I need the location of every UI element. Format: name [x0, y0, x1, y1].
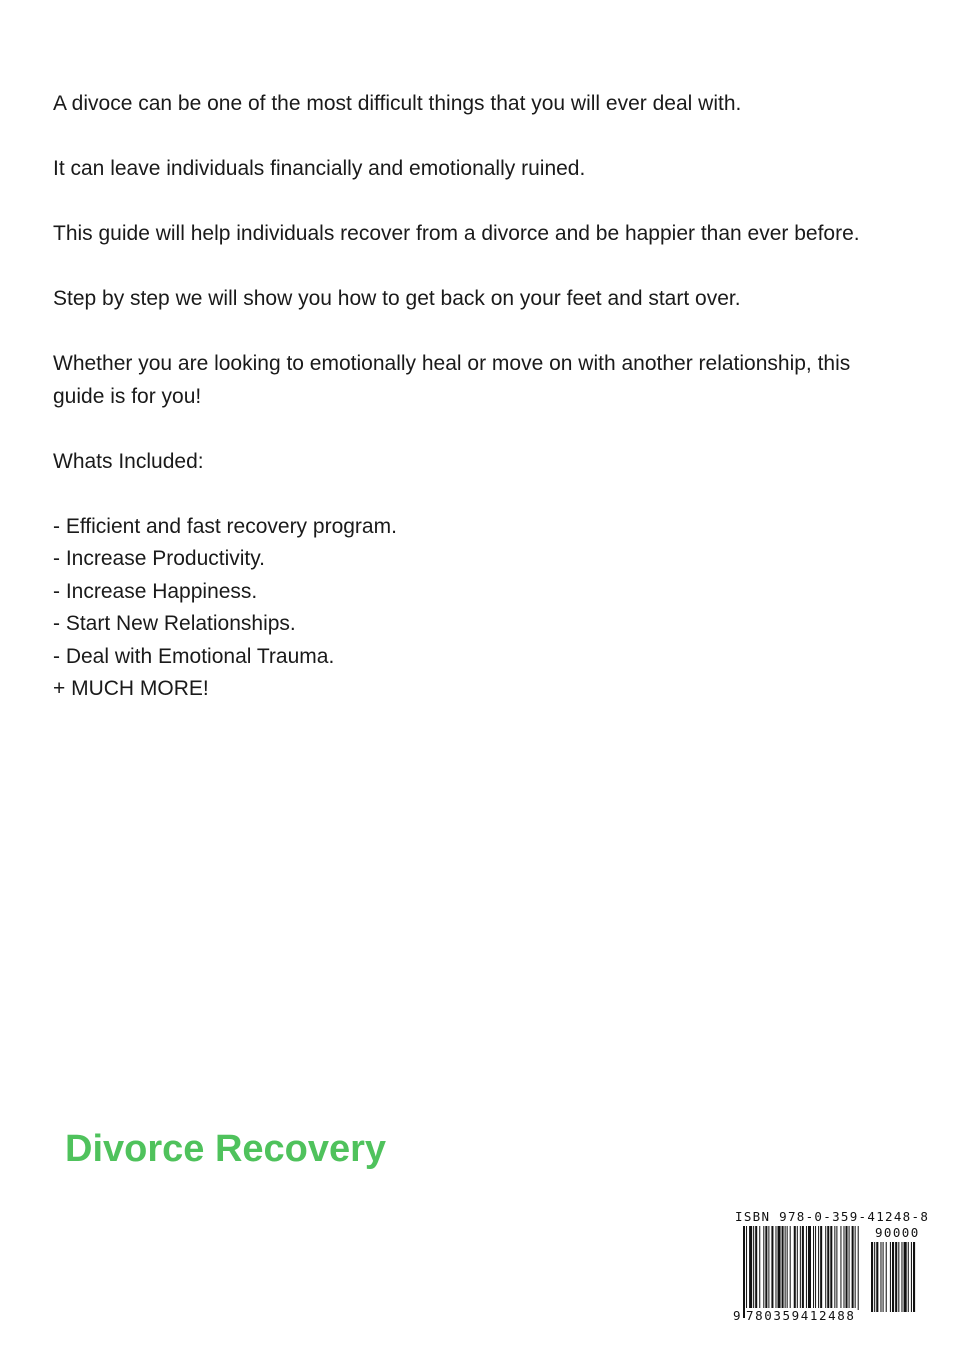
- ean-first-digit: 9: [733, 1308, 741, 1323]
- barcode-bar: [895, 1242, 897, 1312]
- barcode-bar: [753, 1226, 754, 1310]
- list-item: - Increase Happiness.: [53, 579, 258, 603]
- barcode-bar: [775, 1226, 776, 1310]
- list-item: - Efficient and fast recovery program.: [53, 514, 397, 538]
- barcode-bar: [749, 1226, 752, 1310]
- barcode-bar: [806, 1226, 807, 1310]
- back-cover-blurb: [53, 88, 875, 706]
- barcode-bar: [808, 1226, 811, 1310]
- barcode-bar: [834, 1226, 835, 1310]
- barcode-bar: [830, 1226, 832, 1310]
- barcode-bar: [846, 1226, 848, 1310]
- barcode-bar: [843, 1226, 844, 1310]
- price-code: 90000: [875, 1225, 920, 1240]
- barcode-bar: [827, 1226, 829, 1310]
- included-heading: Whats Included:: [53, 449, 204, 473]
- barcode-bar: [911, 1242, 912, 1312]
- barcode-bar: [852, 1226, 854, 1310]
- barcode-bar: [787, 1226, 788, 1310]
- barcode-bar: [849, 1226, 850, 1310]
- blurb-paragraph-4: Step by step we will show you how to get back on your feet and start over.: [53, 287, 741, 310]
- barcode-bar: [790, 1226, 791, 1310]
- barcode-bar: [755, 1226, 757, 1310]
- barcode-bar: [908, 1242, 909, 1312]
- barcode-bar: [746, 1226, 747, 1318]
- barcode-bar: [797, 1226, 798, 1310]
- barcode-bar: [913, 1242, 915, 1312]
- isbn-barcode: [733, 1208, 931, 1324]
- barcode-bar: [743, 1226, 745, 1318]
- barcode-bar: [815, 1226, 816, 1310]
- barcode-bar: [768, 1226, 769, 1310]
- barcode-bar: [802, 1226, 804, 1310]
- blurb-paragraph-1: A divoce can be one of the most difficult things that you will ever deal with.: [53, 92, 742, 115]
- barcode-bar: [874, 1242, 875, 1312]
- barcode-bar: [820, 1226, 822, 1310]
- barcode-bar: [883, 1242, 884, 1312]
- list-item: + MUCH MORE!: [53, 677, 209, 700]
- barcode-bar: [778, 1226, 781, 1310]
- barcode-bar: [813, 1226, 814, 1310]
- ean-remaining-digits: 780359412488: [746, 1308, 856, 1323]
- barcode-bar: [890, 1242, 891, 1312]
- barcode-bar: [855, 1226, 856, 1310]
- barcode-bar: [871, 1242, 873, 1312]
- barcode-bar: [840, 1226, 841, 1310]
- list-item: - Start New Relationships.: [53, 612, 296, 635]
- barcode-bar: [892, 1242, 894, 1312]
- blurb-paragraph-2: It can leave individuals financially and emotionally ruined.: [53, 157, 586, 180]
- list-item: - Increase Productivity.: [53, 547, 266, 570]
- barcode-bar: [858, 1226, 859, 1310]
- barcode-bar: [800, 1226, 801, 1310]
- barcode-bar: [782, 1226, 784, 1310]
- barcode-bar: [771, 1226, 773, 1310]
- barcode-bar: [765, 1226, 767, 1310]
- blurb-paragraph-3: This guide will help individuals recover from a divorce and be happier than ever before.: [53, 222, 860, 245]
- barcode-bar: [763, 1226, 764, 1310]
- barcode-bar: [880, 1242, 881, 1312]
- barcode-bar: [904, 1242, 907, 1312]
- barcode-bar: [785, 1226, 786, 1310]
- barcode-bar: [886, 1242, 887, 1312]
- barcode-bar: [759, 1226, 760, 1310]
- included-list: [53, 511, 875, 706]
- barcode-bar: [901, 1242, 902, 1312]
- barcode-bar: [836, 1226, 837, 1310]
- barcode-bar: [818, 1226, 819, 1310]
- barcode-bar: [825, 1226, 826, 1310]
- barcode-bar: [794, 1226, 796, 1310]
- barcode-bar: [876, 1242, 878, 1312]
- blurb-paragraph-5: Whether you are looking to emotionally heal or move on with another relationship, this guide is for you!: [53, 352, 851, 408]
- barcode-bar: [898, 1242, 899, 1312]
- isbn-label: ISBN 978-0-359-41248-8: [735, 1209, 930, 1224]
- list-item: - Deal with Emotional Trauma.: [53, 644, 335, 668]
- book-title: Divorce Recovery: [65, 1128, 387, 1170]
